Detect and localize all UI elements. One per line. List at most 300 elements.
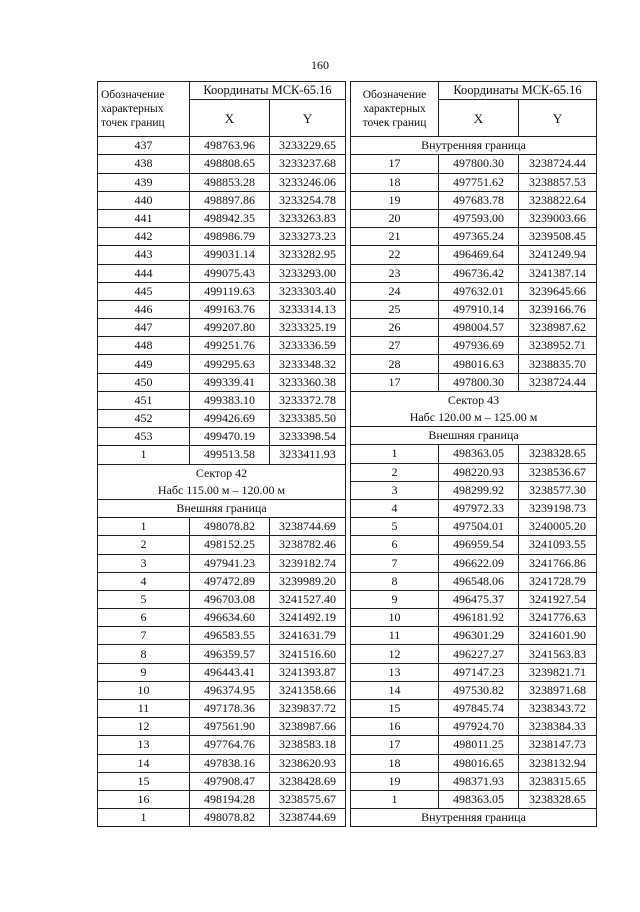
y-coordinate-cell: 3239166.76 [519,300,597,318]
x-coordinate-cell: 498220.93 [439,463,519,481]
point-number-cell: 16 [351,718,439,736]
x-coordinate-cell: 499383.10 [190,391,270,409]
y-coordinate-cell: 3238132.94 [519,754,597,772]
table-row [351,554,597,572]
table-row [351,481,597,499]
y-coordinate-cell: 3238744.69 [270,809,346,827]
y-coordinate-cell: 3238987.66 [270,718,346,736]
table-row [351,536,597,554]
x-header: X [439,100,519,137]
point-number-cell: 14 [98,754,190,772]
table-row [98,663,346,681]
y-coordinate-cell: 3233282.95 [270,246,346,264]
designation-header [351,82,439,137]
point-number-cell: 15 [351,700,439,718]
y-coordinate-cell: 3238987.62 [519,319,597,337]
x-coordinate-cell: 496475.37 [439,590,519,608]
x-coordinate-cell: 497147.23 [439,663,519,681]
y-coordinate-cell: 3239821.71 [519,663,597,681]
table-row [98,446,346,464]
height-range-row [351,409,597,427]
y-coordinate-cell: 3238583.18 [270,736,346,754]
table-row [98,173,346,191]
table-row [351,718,597,736]
y-coordinate-cell: 3241358.66 [270,681,346,699]
table-row [351,264,597,282]
table-row [351,772,597,790]
y-coordinate-cell: 3238315.65 [519,772,597,790]
table-row [98,264,346,282]
point-number-cell: 25 [351,300,439,318]
point-number-cell: 1 [98,518,190,536]
point-number-cell: 14 [351,681,439,699]
coord-system-header: Координаты МСК-65.16 [190,82,346,100]
y-coordinate-cell: 3238971.68 [519,681,597,699]
table-row [351,228,597,246]
point-number-cell: 445 [98,282,190,300]
table-row [98,700,346,718]
point-number-cell: 453 [98,428,190,446]
point-number-cell: 7 [98,627,190,645]
y-coordinate-cell: 3238384.33 [519,718,597,736]
point-number-cell: 437 [98,137,190,155]
page-number: 160 [311,58,329,72]
x-coordinate-cell: 496181.92 [439,609,519,627]
boundary-label-row [351,427,597,445]
boundary-label-row [351,137,597,155]
x-coordinate-cell: 497972.33 [439,499,519,517]
x-coordinate-cell: 498078.82 [190,518,270,536]
boundary-label-cell: Внешняя граница [98,499,346,517]
x-coordinate-cell: 496583.55 [190,627,270,645]
table-row [98,609,346,627]
point-number-cell: 18 [351,754,439,772]
y-coordinate-cell: 3241492.19 [270,609,346,627]
point-number-cell: 19 [351,191,439,209]
point-number-cell: 11 [98,700,190,718]
point-number-cell: 452 [98,410,190,428]
x-coordinate-cell: 499513.58 [190,446,270,464]
table-row [351,754,597,772]
y-coordinate-cell: 3241601.90 [519,627,597,645]
x-coordinate-cell: 496301.29 [439,627,519,645]
point-number-cell: 26 [351,319,439,337]
y-coordinate-cell: 3241631.79 [270,627,346,645]
table-row [98,373,346,391]
point-number-cell: 2 [98,536,190,554]
y-coordinate-cell: 3233385.50 [270,410,346,428]
boundary-label-cell: Внутренняя граница [351,809,597,827]
y-coordinate-cell: 3238835.70 [519,355,597,373]
x-coordinate-cell: 498986.79 [190,228,270,246]
x-coordinate-cell: 497751.62 [439,173,519,191]
table-row [351,518,597,536]
x-coordinate-cell: 496634.60 [190,609,270,627]
x-coordinate-cell: 496959.54 [439,536,519,554]
y-coordinate-cell: 3238620.93 [270,754,346,772]
table-row [98,355,346,373]
point-number-cell: 451 [98,391,190,409]
point-number-cell: 8 [351,572,439,590]
point-number-cell: 23 [351,264,439,282]
table-row [98,809,346,827]
table-row [351,373,597,391]
y-coordinate-cell: 3233314.13 [270,300,346,318]
y-coordinate-cell: 3239003.66 [519,209,597,227]
x-coordinate-cell: 498152.25 [190,536,270,554]
x-coordinate-cell: 496548.06 [439,572,519,590]
y-coordinate-cell: 3238724.44 [519,373,597,391]
y-coordinate-cell: 3233303.40 [270,282,346,300]
table-row [98,300,346,318]
x-coordinate-cell: 497683.78 [439,191,519,209]
table-row [351,572,597,590]
y-coordinate-cell: 3241249.94 [519,246,597,264]
x-coordinate-cell: 496227.27 [439,645,519,663]
boundary-label-cell: Внешняя граница [351,427,597,445]
table-row [351,209,597,227]
y-coordinate-cell: 3238782.46 [270,536,346,554]
x-coordinate-cell: 498016.63 [439,355,519,373]
table-row [351,609,597,627]
x-coordinate-cell: 497800.30 [439,155,519,173]
point-number-cell: 16 [98,790,190,808]
table-row [351,663,597,681]
table-row [98,246,346,264]
y-coordinate-cell: 3233254.78 [270,191,346,209]
y-coordinate-cell: 3233293.00 [270,264,346,282]
x-coordinate-cell: 498299.92 [439,481,519,499]
point-number-cell: 442 [98,228,190,246]
x-coordinate-cell: 498363.05 [439,790,519,808]
y-header: Y [519,100,597,137]
point-number-cell: 441 [98,209,190,227]
designation-header [98,82,190,137]
table-row [98,772,346,790]
point-number-cell: 449 [98,355,190,373]
y-coordinate-cell: 3238575.67 [270,790,346,808]
point-number-cell: 21 [351,228,439,246]
y-coordinate-cell: 3233348.32 [270,355,346,373]
y-coordinate-cell: 3241766.86 [519,554,597,572]
x-coordinate-cell: 498808.65 [190,155,270,173]
x-coordinate-cell: 497910.14 [439,300,519,318]
point-number-cell: 5 [98,590,190,608]
point-number-cell: 10 [351,609,439,627]
point-number-cell: 1 [98,809,190,827]
table-row [351,246,597,264]
y-coordinate-cell: 3239645.66 [519,282,597,300]
point-number-cell: 447 [98,319,190,337]
table-row [98,518,346,536]
x-coordinate-cell: 497593.00 [439,209,519,227]
boundary-label-row [98,499,346,517]
table-row [98,228,346,246]
table-row [351,700,597,718]
height-range-cell: Набс 115.00 м – 120.00 м [98,482,346,500]
x-coordinate-cell: 497924.70 [439,718,519,736]
table-row [98,428,346,446]
point-number-cell: 3 [98,554,190,572]
x-coordinate-cell: 497941.23 [190,554,270,572]
point-number-cell: 446 [98,300,190,318]
table-row [351,736,597,754]
table-row [98,155,346,173]
left-table-body [98,137,346,827]
x-coordinate-cell: 497936.69 [439,337,519,355]
table-row [98,572,346,590]
y-coordinate-cell: 3241387.14 [519,264,597,282]
point-number-cell: 13 [98,736,190,754]
table-row [98,681,346,699]
x-coordinate-cell: 497800.30 [439,373,519,391]
sector-title-row [98,464,346,482]
x-coordinate-cell: 499163.76 [190,300,270,318]
point-number-cell: 11 [351,627,439,645]
x-header: X [190,100,270,137]
table-row [98,645,346,663]
point-number-cell: 1 [98,446,190,464]
x-coordinate-cell: 497178.36 [190,700,270,718]
y-coordinate-cell: 3233237.68 [270,155,346,173]
y-coordinate-cell: 3241393.87 [270,663,346,681]
point-number-cell: 17 [351,736,439,754]
point-number-cell: 28 [351,355,439,373]
y-header: Y [270,100,346,137]
y-coordinate-cell: 3238744.69 [270,518,346,536]
table-row [98,554,346,572]
y-coordinate-cell: 3239182.74 [270,554,346,572]
y-coordinate-cell: 3238822.64 [519,191,597,209]
point-number-cell: 2 [351,463,439,481]
x-coordinate-cell: 499251.76 [190,337,270,355]
x-coordinate-cell: 496359.57 [190,645,270,663]
x-coordinate-cell: 497365.24 [439,228,519,246]
x-coordinate-cell: 498004.57 [439,319,519,337]
x-coordinate-cell: 499075.43 [190,264,270,282]
point-number-cell: 17 [351,155,439,173]
y-coordinate-cell: 3241516.60 [270,645,346,663]
point-number-cell: 438 [98,155,190,173]
x-coordinate-cell: 497530.82 [439,681,519,699]
point-number-cell: 8 [98,645,190,663]
height-range-row [98,482,346,500]
x-coordinate-cell: 499426.69 [190,410,270,428]
point-number-cell: 24 [351,282,439,300]
point-number-cell: 22 [351,246,439,264]
table-row [98,282,346,300]
x-coordinate-cell: 497472.89 [190,572,270,590]
point-number-cell: 3 [351,481,439,499]
x-coordinate-cell: 498011.25 [439,736,519,754]
x-coordinate-cell: 496622.09 [439,554,519,572]
y-coordinate-cell: 3238428.69 [270,772,346,790]
table-row [98,736,346,754]
point-number-cell: 18 [351,173,439,191]
x-coordinate-cell: 499119.63 [190,282,270,300]
y-coordinate-cell: 3239989.20 [270,572,346,590]
table-row [351,681,597,699]
point-number-cell: 10 [98,681,190,699]
y-coordinate-cell: 3238343.72 [519,700,597,718]
x-coordinate-cell: 499207.80 [190,319,270,337]
boundary-label-row [351,809,597,827]
y-coordinate-cell: 3238952.71 [519,337,597,355]
point-number-cell: 439 [98,173,190,191]
table-row [98,590,346,608]
designation-header-line: Обозначение [101,89,165,102]
point-number-cell: 13 [351,663,439,681]
point-number-cell: 5 [351,518,439,536]
y-coordinate-cell: 3241563.83 [519,645,597,663]
point-number-cell: 444 [98,264,190,282]
table-row [98,209,346,227]
y-coordinate-cell: 3240005.20 [519,518,597,536]
table-row [98,137,346,155]
y-coordinate-cell: 3233263.83 [270,209,346,227]
sector-title-cell: Сектор 43 [351,391,597,409]
table-row [351,155,597,173]
point-number-cell: 1 [351,790,439,808]
x-coordinate-cell: 497504.01 [439,518,519,536]
table-row [351,300,597,318]
y-coordinate-cell: 3233398.54 [270,428,346,446]
x-coordinate-cell: 498363.05 [439,445,519,463]
point-number-cell: 27 [351,337,439,355]
y-coordinate-cell: 3233360.38 [270,373,346,391]
point-number-cell: 448 [98,337,190,355]
table-row [351,191,597,209]
x-coordinate-cell: 499031.14 [190,246,270,264]
y-coordinate-cell: 3238724.44 [519,155,597,173]
point-number-cell: 450 [98,373,190,391]
point-number-cell: 1 [351,445,439,463]
table-row [98,718,346,736]
table-row [351,463,597,481]
x-coordinate-cell: 498897.86 [190,191,270,209]
point-number-cell: 443 [98,246,190,264]
y-coordinate-cell: 3238536.67 [519,463,597,481]
x-coordinate-cell: 499295.63 [190,355,270,373]
point-number-cell: 9 [98,663,190,681]
y-coordinate-cell: 3238328.65 [519,445,597,463]
x-coordinate-cell: 498942.35 [190,209,270,227]
point-number-cell: 12 [98,718,190,736]
x-coordinate-cell: 498016.65 [439,754,519,772]
point-number-cell: 9 [351,590,439,608]
y-coordinate-cell: 3233273.23 [270,228,346,246]
sector-title-row [351,391,597,409]
y-coordinate-cell: 3241527.40 [270,590,346,608]
y-coordinate-cell: 3239837.72 [270,700,346,718]
point-number-cell: 6 [351,536,439,554]
right-coordinates-table [350,81,597,827]
table-row [351,355,597,373]
point-number-cell: 15 [98,772,190,790]
table-row [351,319,597,337]
y-coordinate-cell: 3241927.54 [519,590,597,608]
point-number-cell: 4 [351,499,439,517]
y-coordinate-cell: 3238328.65 [519,790,597,808]
x-coordinate-cell: 497632.01 [439,282,519,300]
table-row [98,790,346,808]
x-coordinate-cell: 496374.95 [190,681,270,699]
y-coordinate-cell: 3233246.06 [270,173,346,191]
point-number-cell: 19 [351,772,439,790]
point-number-cell: 17 [351,373,439,391]
x-coordinate-cell: 497845.74 [439,700,519,718]
boundary-label-cell: Внутренняя граница [351,137,597,155]
y-coordinate-cell: 3239198.73 [519,499,597,517]
table-row [351,645,597,663]
table-row [98,319,346,337]
point-number-cell: 7 [351,554,439,572]
left-coordinates-table [97,81,346,827]
sector-title-cell: Сектор 42 [98,464,346,482]
table-row [351,282,597,300]
y-coordinate-cell: 3233372.78 [270,391,346,409]
y-coordinate-cell: 3241776.63 [519,609,597,627]
table-row [98,754,346,772]
x-coordinate-cell: 498078.82 [190,809,270,827]
y-coordinate-cell: 3233336.59 [270,337,346,355]
point-number-cell: 20 [351,209,439,227]
x-coordinate-cell: 497561.90 [190,718,270,736]
designation-header-line: характерных [101,103,164,116]
x-coordinate-cell: 496736.42 [439,264,519,282]
table-row [351,627,597,645]
table-row [351,445,597,463]
table-row [351,590,597,608]
y-coordinate-cell: 3233229.65 [270,137,346,155]
x-coordinate-cell: 497908.47 [190,772,270,790]
table-row [351,790,597,808]
table-row [351,173,597,191]
x-coordinate-cell: 499470.19 [190,428,270,446]
coord-system-header: Координаты МСК-65.16 [439,82,597,100]
x-coordinate-cell: 497764.76 [190,736,270,754]
right-table-body [351,137,597,827]
x-coordinate-cell: 498371.93 [439,772,519,790]
table-row [98,410,346,428]
x-coordinate-cell: 499339.41 [190,373,270,391]
height-range-cell: Набс 120.00 м – 125.00 м [351,409,597,427]
y-coordinate-cell: 3241093.55 [519,536,597,554]
x-coordinate-cell: 496469.64 [439,246,519,264]
y-coordinate-cell: 3238577.30 [519,481,597,499]
table-row [98,391,346,409]
designation-header-line: точек границ [101,117,165,130]
table-row [98,536,346,554]
table-row [98,337,346,355]
table-row [98,627,346,645]
y-coordinate-cell: 3233411.93 [270,446,346,464]
x-coordinate-cell: 496443.41 [190,663,270,681]
x-coordinate-cell: 496703.08 [190,590,270,608]
point-number-cell: 440 [98,191,190,209]
x-coordinate-cell: 497838.16 [190,754,270,772]
table-row [98,191,346,209]
designation-header-line: характерных [363,103,426,116]
x-coordinate-cell: 498194.28 [190,790,270,808]
designation-header-line: Обозначение [362,89,427,102]
y-coordinate-cell: 3239508.45 [519,228,597,246]
table-row [351,337,597,355]
x-coordinate-cell: 498853.28 [190,173,270,191]
y-coordinate-cell: 3238147.73 [519,736,597,754]
y-coordinate-cell: 3241728.79 [519,572,597,590]
designation-header-line: точек границ [362,117,427,130]
